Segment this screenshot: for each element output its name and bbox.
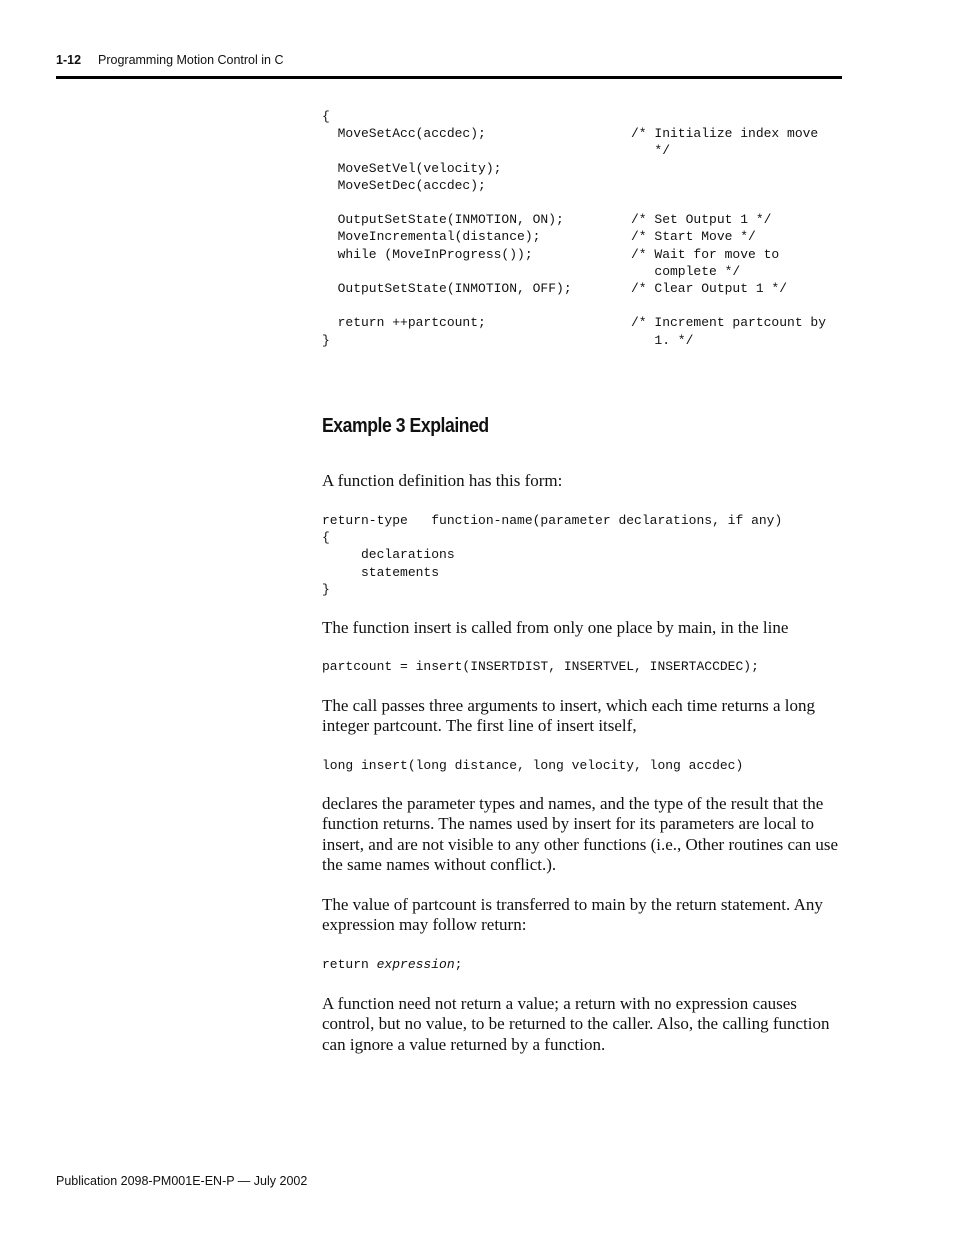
code-line-partcount: partcount = insert(INSERTDIST, INSERTVEL, INSERTACCDEC);	[322, 659, 759, 674]
section-title: Programming Motion Control in C	[98, 53, 284, 67]
paragraph-function-definition: A function definition has this form:	[322, 471, 563, 490]
semicolon: ;	[454, 957, 463, 972]
code-block-insert-comments: /* Initialize index move */ /* Set Output 1 */ /* Start Move */ /* Wait for move to complete */ /* Clear Output 1 */ /* Increment partcount by 1. */	[631, 126, 827, 348]
paragraph-parameter-types: declares the parameter types and names, and the type of the result that the function returns. The names used by insert for its parameters are local to insert, and are not visible to any other functions (i.e., Other routines can use the same names without conflict.).	[322, 794, 838, 875]
code-block-insert-body: { MoveSetAcc(accdec); MoveSetVel(velocity); MoveSetDec(accdec); OutputSetState(INMOTION, ON); MoveIncremental(distance); while (MoveInProgress()); OutputSetState(INMOTION, OFF); return ++partcount; }	[322, 109, 572, 348]
paragraph-insert-called: The function insert is called from only one place by main, in the line	[322, 618, 789, 637]
expression-placeholder: expression	[376, 957, 455, 972]
code-line-return-expression	[322, 956, 462, 973]
paragraph-no-return-value: A function need not return a value; a return with no expression causes control, but no value, to be returned to the caller. Also, the calling function can ignore a value returned by a function.	[322, 994, 830, 1054]
page-footer: Publication 2098-PM001E-EN-P — July 2002	[56, 1174, 308, 1188]
paragraph-call-arguments: The call passes three arguments to insert, which each time returns a long integer partcount. The first line of insert itself,	[322, 696, 815, 736]
code-block-function-form: return-type function-name(parameter declarations, if any) { declarations statements }	[322, 513, 783, 597]
section-heading: Example 3 Explained	[322, 415, 489, 437]
page-header	[56, 52, 842, 79]
paragraph-return-value: The value of partcount is transferred to main by the return statement. Any expression may follow return:	[322, 895, 823, 935]
code-line-insert-signature: long insert(long distance, long velocity, long accdec)	[322, 758, 744, 773]
page-number: 1-12	[56, 53, 82, 67]
return-keyword: return	[322, 957, 377, 972]
